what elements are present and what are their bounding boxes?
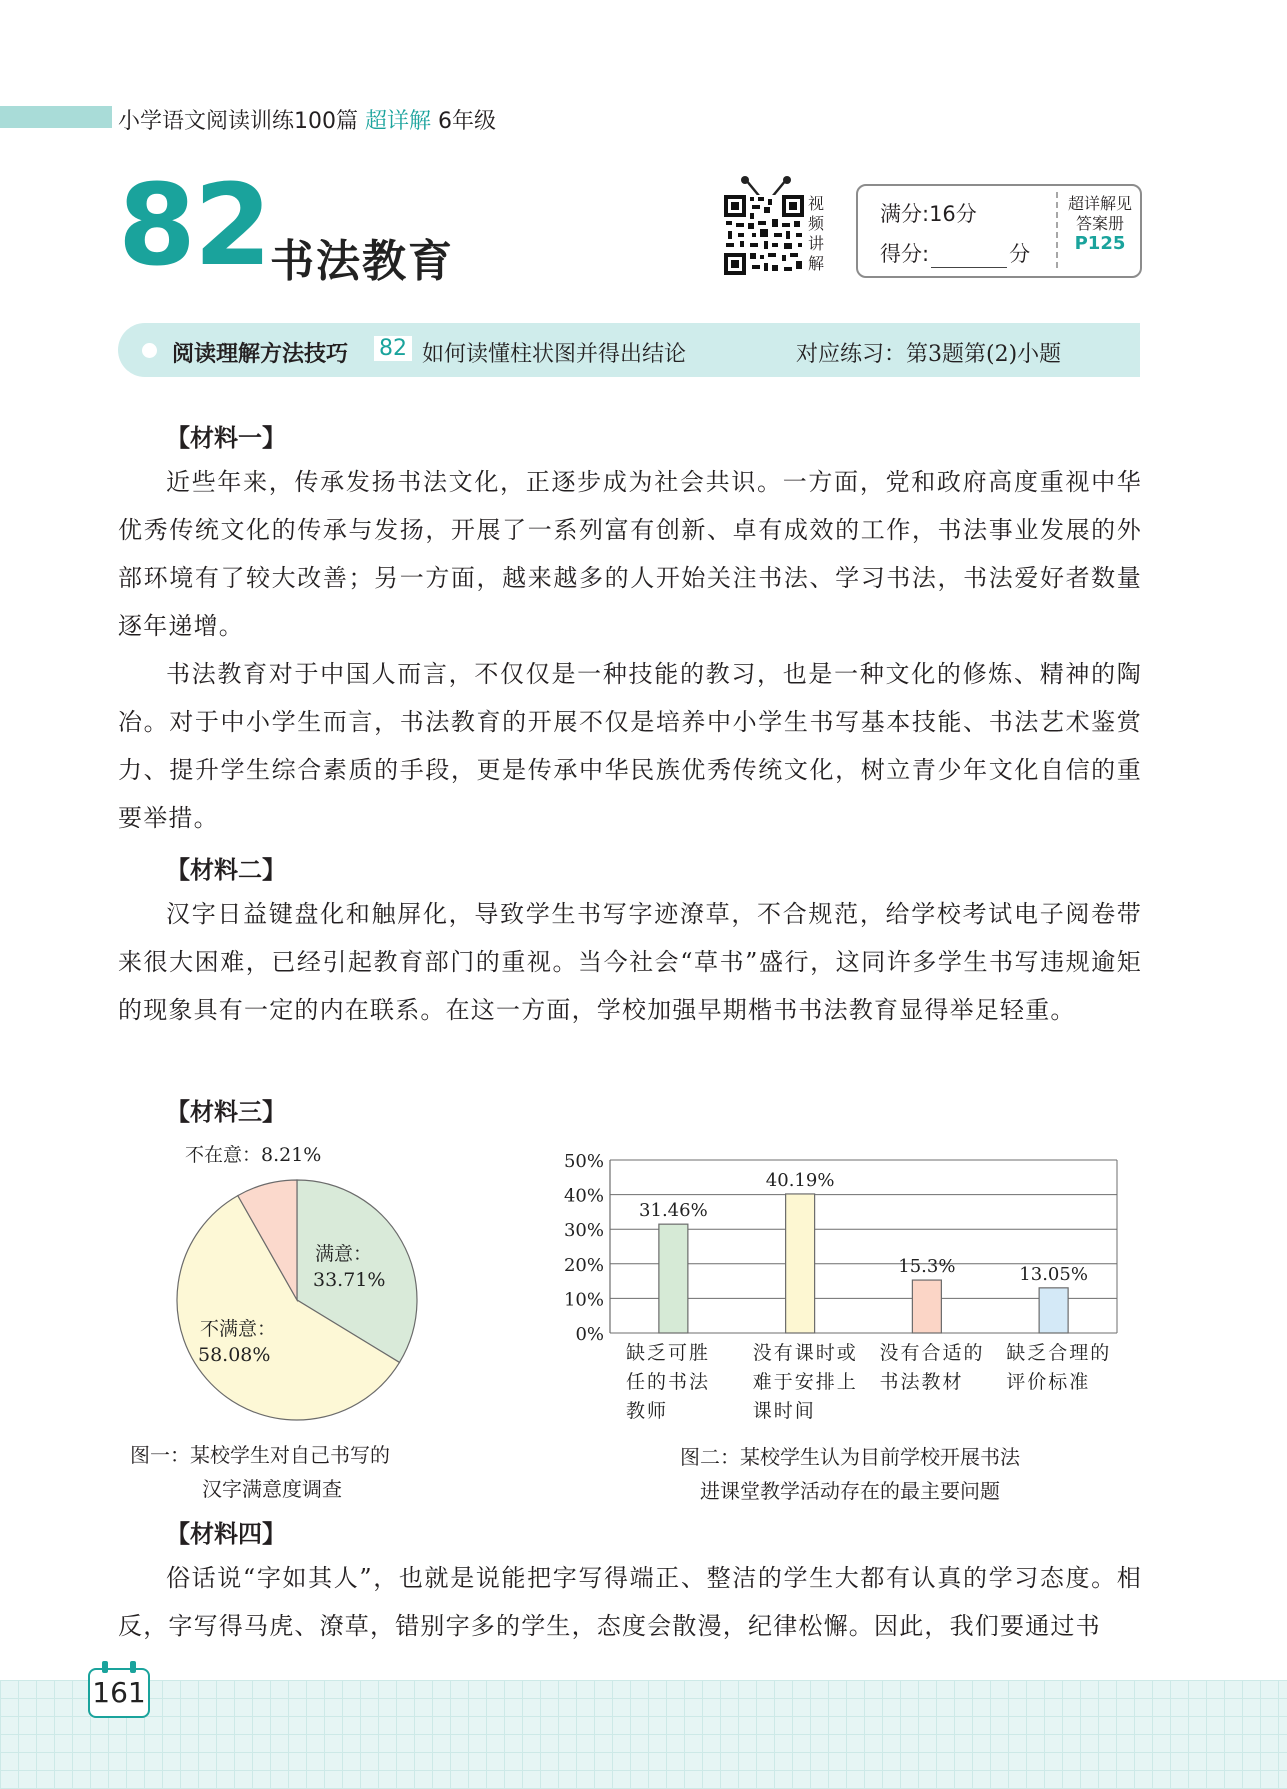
- bar-value-label: 13.05%: [1019, 1263, 1088, 1285]
- bar-caption-line-2: 进课堂教学活动存在的最主要问题: [700, 1479, 1000, 1503]
- book-series: 超详解: [365, 109, 432, 134]
- bar-category-label: 难于安排上: [752, 1371, 858, 1393]
- pie-value-dissatisfied: 58.08%: [198, 1344, 271, 1366]
- score-divider: [1056, 192, 1058, 268]
- pie-label-indifferent: 不在意：8.21%: [185, 1144, 322, 1166]
- material-1-paragraph-1: 近些年来，传承发扬书法文化，正逐步成为社会共识。一方面，党和政府高度重视中华优秀传统文化的传承与发扬，开展了一系列富有创新、卓有成效的工作，书法事业发展的外部环境有了较大改善；另一方面，越来越多的人开始关注书法、学习书法，书法爱好者数量逐年递增。: [118, 468, 1142, 640]
- bar-category-label: 缺乏可胜: [626, 1342, 711, 1364]
- bar-ytick-label: 30%: [563, 1220, 604, 1242]
- bar-category-label: 教师: [626, 1400, 669, 1422]
- bar-chart: [540, 1130, 1140, 1430]
- bar-ytick-label: 0%: [575, 1324, 604, 1345]
- material-4-heading: 【材料四】: [166, 1520, 286, 1548]
- qr-label: 视频讲解: [807, 194, 824, 273]
- method-title: 阅读理解方法技巧: [172, 342, 349, 367]
- bar-value-label: 31.46%: [639, 1200, 708, 1222]
- bar-category-label: 没有课时或: [752, 1342, 858, 1364]
- answer-reference: [1061, 194, 1139, 254]
- bar-category-label: 评价标准: [1006, 1371, 1091, 1393]
- bar-4: [1039, 1288, 1068, 1333]
- qr-code-icon[interactable]: [724, 195, 804, 275]
- pie-caption: [130, 1438, 450, 1506]
- material-2-heading: 【材料二】: [166, 856, 286, 884]
- bar-2: [786, 1194, 815, 1333]
- answer-page: P125: [1074, 233, 1126, 254]
- book-grade: 6年级: [438, 109, 497, 134]
- bar-1: [659, 1224, 688, 1333]
- bar-category-label: 缺乏合理的: [1006, 1342, 1112, 1364]
- score-unit: 分: [1009, 242, 1031, 266]
- header-accent-strip: [0, 106, 112, 128]
- bar-ytick-label: 50%: [563, 1151, 604, 1172]
- bar-category-label: 书法教材: [879, 1371, 964, 1393]
- score-blank[interactable]: [931, 249, 1007, 268]
- bar-ytick-label: 40%: [563, 1185, 604, 1207]
- bar-3: [912, 1280, 941, 1333]
- bar-caption-line-1: 图二：某校学生认为目前学校开展书法: [680, 1445, 1020, 1469]
- score-field[interactable]: [880, 238, 1030, 268]
- lesson-title: 书法教育: [270, 236, 454, 287]
- bar-value-label: 15.3%: [898, 1256, 956, 1278]
- pie-label-satisfied: 满意：: [315, 1243, 373, 1265]
- pie-caption-line-2: 汉字满意度调查: [202, 1477, 342, 1501]
- material-1-heading: 【材料一】: [166, 424, 286, 452]
- bar-category-label: 没有合适的: [879, 1342, 985, 1364]
- lesson-number: 82: [118, 161, 270, 291]
- pie-label-dissatisfied: 不满意：: [200, 1318, 277, 1340]
- bar-category-label: 任的书法: [626, 1371, 711, 1393]
- material-4-paragraph: 俗话说“字如其人”，也就是说能把字写得端正、整洁的学生大都有认真的学习态度。相反，字写得马虎、潦草，错别字多的学生，态度会散漫，纪律松懈。因此，我们要通过书: [118, 1564, 1142, 1640]
- book-header: [118, 104, 496, 135]
- answer-ref-line2: 答案册: [1075, 214, 1124, 233]
- bar-ytick-label: 20%: [563, 1254, 604, 1276]
- bar-ytick-label: 10%: [563, 1289, 604, 1311]
- method-number: 82: [374, 336, 412, 361]
- method-banner: [118, 323, 1140, 377]
- page-number: 161: [92, 1676, 146, 1709]
- score-box: [856, 184, 1142, 278]
- pie-chart: [150, 1135, 450, 1435]
- bar-value-label: 40.19%: [765, 1169, 835, 1191]
- method-practice: 对应练习：第3题第(2)小题: [796, 342, 1062, 367]
- bar-category-label: 课时间: [752, 1400, 816, 1422]
- page-number-box: [88, 1668, 150, 1718]
- material-3-heading: 【材料三】: [166, 1098, 286, 1126]
- bullet-icon: [142, 343, 157, 358]
- pie-caption-line-1: 图一：某校学生对自己书写的: [130, 1443, 390, 1467]
- bar-caption: [640, 1440, 1060, 1508]
- method-topic: 如何读懂柱状图并得出结论: [422, 342, 687, 367]
- material-1-paragraph-2: 书法教育对于中国人而言，不仅仅是一种技能的教习，也是一种文化的修炼、精神的陶冶。对于中小学生而言，书法教育的开展不仅是培养中小学生书写基本技能、书法艺术鉴赏力、提升学生综合素质的手段，更是传承中华民族优秀传统文化，树立青少年文化自信的重要举措。: [118, 660, 1142, 832]
- book-title: 小学语文阅读训练100篇: [118, 109, 358, 134]
- answer-ref-line1: 超详解见: [1067, 194, 1132, 213]
- footer-grid-band: [0, 1680, 1287, 1789]
- full-score: 满分:16分: [880, 202, 977, 226]
- score-label: 得分:: [880, 242, 930, 266]
- pie-value-satisfied: 33.71%: [313, 1269, 386, 1291]
- material-2-paragraph: 汉字日益键盘化和触屏化，导致学生书写字迹潦草，不合规范，给学校考试电子阅卷带来很大困难，已经引起教育部门的重视。当今社会“草书”盛行，这同许多学生书写违规逾矩的现象具有一定的内在联系。在这一方面，学校加强早期楷书书法教育显得举足轻重。: [118, 900, 1142, 1024]
